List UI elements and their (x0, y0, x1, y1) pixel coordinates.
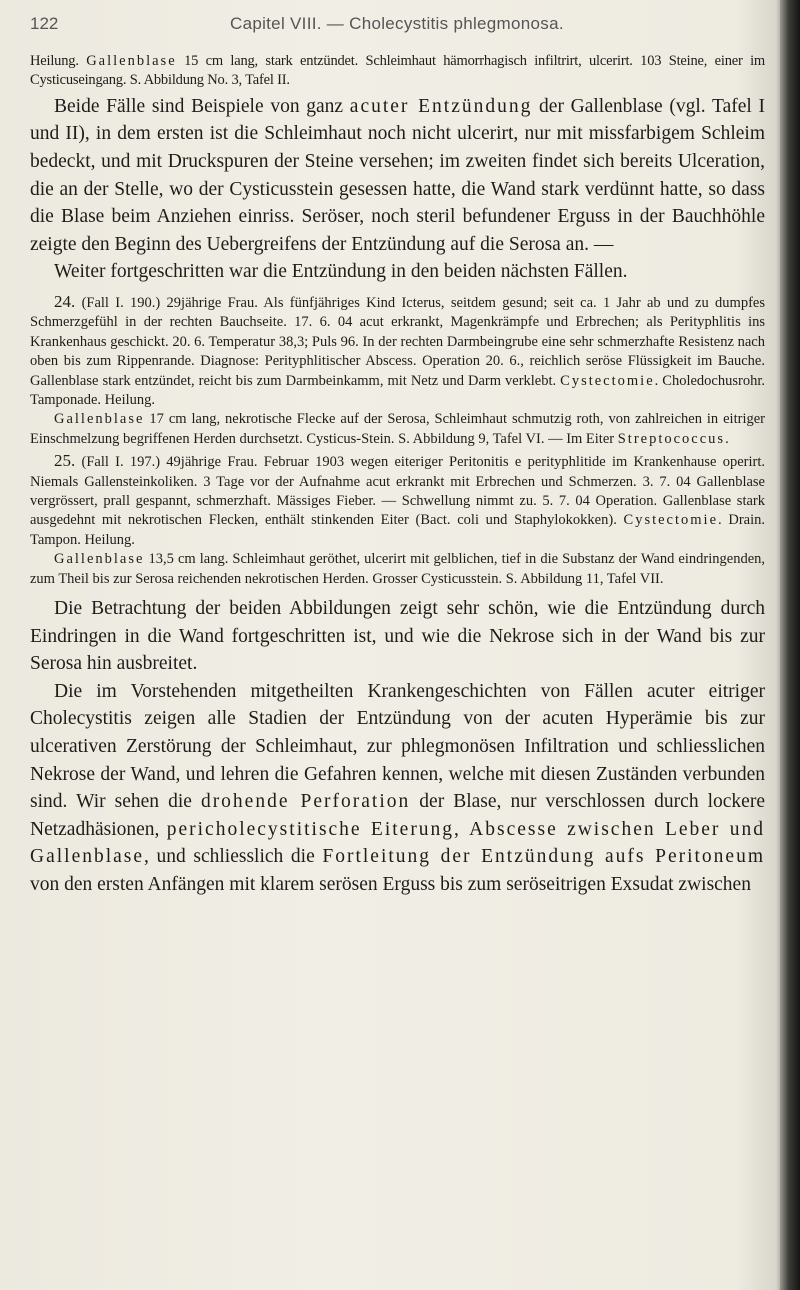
page-edge-shadow (780, 0, 800, 1290)
case-continuation-text-2: 15 cm lang, stark entzündet. Schleimhaut hämorrhagisch infiltrirt, ulcerirt. 103 Steine, einer im Cysticuseingang. S. Abbildung No. 3, Tafel II. (30, 53, 765, 89)
running-title: Capitel VIII. — Cholecystitis phlegmonosa. (230, 14, 564, 33)
emphasis-peritoneum: Fortleitung der Entzündung aufs Peritoneum (322, 846, 765, 868)
paragraph-1-text-2: der Gallenblase (vgl. Tafel I und II), in dem ersten ist die Schleimhaut noch nicht ulcerirt, nur mit missfarbigem Schleim bedeckt, und mit Druckspuren der Steine versehen; im zweiten findet sich bereits Ulceration, die an der Stelle, wo der Cysticusstein gesessen hatte, die Wand stark verdünnt hatte, so dass die Blase beim Anziehen einriss. Seröser, noch steril befundener Erguss in der Bauchhöhle zeigte den Beginn des Uebergreifens der Entzündung auf die Serosa an. — (30, 95, 765, 255)
case-continuation (30, 52, 765, 91)
case-25-findings (30, 550, 765, 589)
paragraph-1-text: Beide Fälle sind Beispiele von ganz (54, 95, 350, 117)
emphasis-gallenblase: Gallenblase (54, 551, 145, 568)
emphasis-cystectomie: Cystectomie (623, 512, 719, 529)
case-continuation-text: Heilung. (30, 53, 87, 69)
page-number: 122 (30, 14, 59, 33)
paragraph-4-text-4: von den ersten Anfängen mit klarem serösen Erguss bis zum seröseitrigen Exsudat zwischen (30, 874, 751, 895)
case-24-findings (30, 410, 765, 449)
case-24-text: (Fall I. 190.) 29jährige Frau. Als fünfjähriges Kind Icterus, seitdem gesund; seit ca. 1 Jahr ab und zu dumpfes Schmerzgefühl in der rechten Bauchseite. 17. 6. 04 acut erkrankt, Magenkrämpfe und Erbrechen; als Perityphlitis ins Krankenhaus geschickt. 20. 6. Temperatur 38,3; Puls 96. In der rechten Darmbeingrube eine sehr schmerzhafte Resistenz nach oben bis zum Rippenrande. Diagnose: Perityphlitischer Abscess. Operation 20. 6., reichlich seröse Flüssigkeit im Bauche. Gallenblase stark entzündet, reicht bis zum Darmbeinkamm, mit Netz und Darm verklebt. (30, 294, 765, 389)
paragraph-4 (30, 678, 765, 899)
case-24-number: 24. (54, 291, 76, 311)
paragraph-3: Die Betrachtung der beiden Abbildungen zeigt sehr schön, wie die Entzündung durch Eindringen in die Wand fortgeschritten ist, und wie die Nekrose sich in der Wand bis zur Serosa hin ausbreitet. (30, 598, 765, 675)
paragraph-2: Weiter fortgeschritten war die Entzündung in den beiden nächsten Fällen. (54, 261, 628, 283)
case-25-text: (Fall I. 197.) 49jährige Frau. Februar 1903 wegen eiteriger Peritonitis e perityphlitide im Krankenhause operirt. Niemals Gallensteinkoliken. 3 Tage vor der Aufnahme acut erkrankt mit Erbrechen und Schmerzen. 3. 7. 04 Gallenblase vergrössert, prall gespannt, schmerzhaft. Mässiges Fieber. — Schwellung nimmt zu. 5. 7. 04 Operation. Gallenblase stark ausgedehnt mit nekrotischen Flecken, enthält stinkenden Eiter (Bact. coli und Staphylokokken). (30, 454, 765, 529)
emphasis-acute-inflammation: acuter Entzündung (349, 95, 533, 117)
paragraph-1 (30, 93, 765, 259)
paragraph-4-text: Die im Vorstehenden mitgetheilten Krankengeschichten von Fällen acuter eitriger Cholecystitis zeigen alle Stadien der Entzündung von der acuten Hyperämie bis zur ulcerativen Zerstörung der Schleimhaut, zur phlegmonösen Infiltration und schliesslichen Nekrose der Wand, und lehren die Gefahren kennen, welche mit diesen Zuständen verbunden sind. Wir sehen die (30, 680, 765, 813)
page-body (30, 52, 765, 899)
emphasis-pericholecystitis: pericholecystitische Eiterung, Abscesse zwischen Leber und Gallenblase (30, 818, 765, 868)
case-24-text-2: . Choledochusrohr. Tamponade. Heilung. (30, 372, 765, 408)
case-25 (30, 451, 765, 550)
case-25-text-2: . Drain. Tampon. Heilung. (30, 512, 765, 548)
emphasis-perforation: drohende Perforation (200, 791, 411, 813)
case-24-findings-text: 17 cm lang, nekrotische Flecke auf der Serosa, Schleimhaut schmutzig roth, von zahlreichen in eitriger Einschmelzung begriffenen Herden durchsetzt. Cysticus-Stein. S. Abbildung 9, Tafel VI. — Im Eiter (30, 411, 765, 447)
emphasis-gallenblase: Gallenblase (54, 411, 145, 428)
case-24-findings-end: . (725, 430, 729, 447)
paragraph-4-text-2: der Blase, nur verschlossen durch lockere Netzadhäsionen, (30, 791, 765, 840)
case-24 (30, 292, 765, 410)
case-25-number: 25. (54, 451, 76, 471)
paragraph-4-text-3: , und schliesslich die (144, 846, 323, 868)
emphasis-gallenblase: Gallenblase (86, 53, 177, 69)
emphasis-streptococcus: Streptococcus (617, 430, 726, 447)
emphasis-cystectomie: Cystectomie (560, 372, 655, 389)
case-25-findings-text: 13,5 cm lang. Schleimhaut geröthet, ulcerirt mit gelblichen, tief in die Substanz der Wand eindringenden, zum Theil bis zur Serosa reichenden nekrotischen Herden. Grosser Cysticusstein. S. Abbildung 11, Tafel VII. (30, 551, 765, 587)
running-header (30, 14, 770, 44)
